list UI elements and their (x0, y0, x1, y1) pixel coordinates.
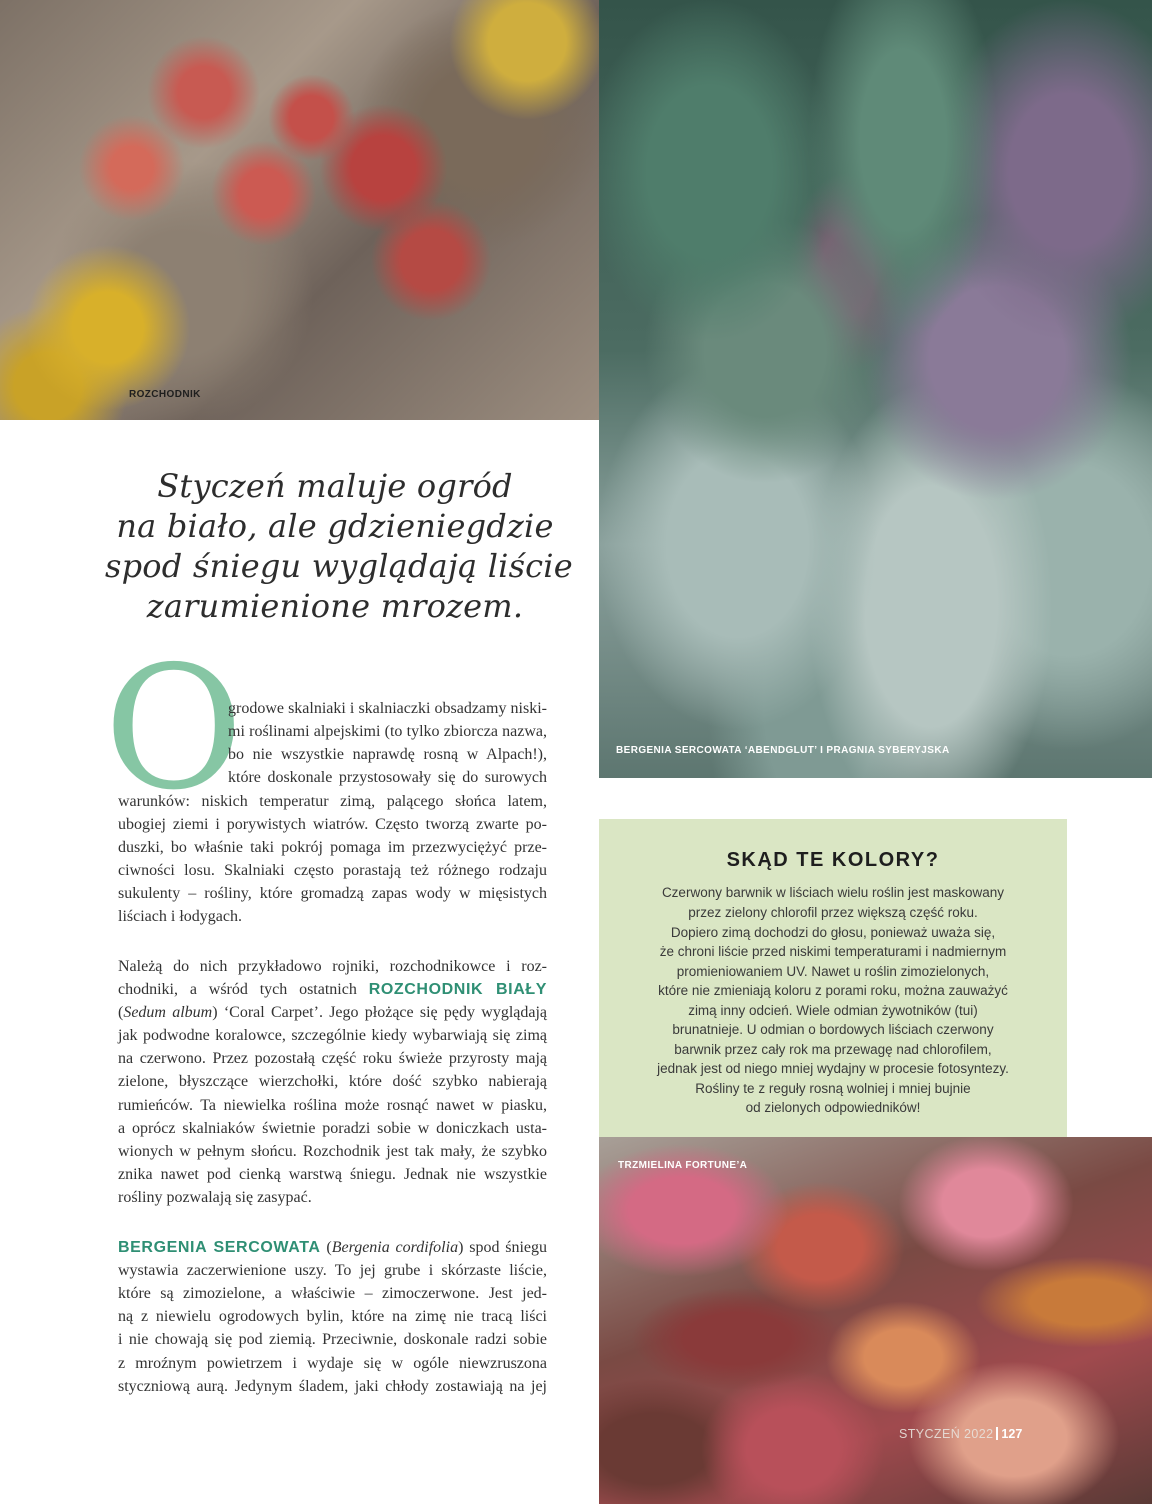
info-box-line: które nie zmieniają koloru z porami roku, można zauważyć (658, 983, 1008, 998)
folio-month: STYCZEŃ 2022 (899, 1427, 994, 1441)
info-box-line: brunatnieje. U odmian o bordowych liściach czerwony (672, 1022, 994, 1037)
body-line: wionych w pełnym słońcu. Rozchodnik jest tak mały, że szybko (118, 1143, 547, 1160)
body-line: Należą do nich przykładowo rojniki, rozchodnikowce i roz- (118, 958, 547, 975)
info-box-line: Rośliny te z reguły rosną wolniej i mniej bujnie (695, 1081, 971, 1096)
bergenia-photo (599, 0, 1152, 778)
body-line: bo nie wszystkie naprawdę rosną w Alpach!), (228, 746, 547, 763)
folio-separator (996, 1427, 998, 1440)
pull-quote-line: spod śniegu wyglądają liście (105, 547, 573, 585)
body-line: grodowe skalniaki i skalniaczki obsadzamy niski- (228, 700, 547, 717)
body-text: chodniki, a wśród tych ostatnich (118, 981, 357, 998)
body-line (118, 978, 547, 1002)
bergenia-photo-caption: BERGENIA SERCOWATA ‘ABENDGLUT’ I PRAGNIA SYBERYJSKA (616, 745, 950, 756)
drop-cap: O (104, 630, 244, 828)
info-box-line: przez zielony chlorofil przez większą część roku. (688, 905, 978, 920)
body-line: które doskonale przystosowały się do surowych (228, 769, 547, 786)
body-line: z mroźnym powietrzem i wydaje się w ogóle niewzruszona (118, 1355, 547, 1372)
body-line: jak podwodne koralowce, szczególnie kiedy wybarwiają się zimą (118, 1027, 547, 1044)
body-line: sukulenty – rośliny, które gromadzą zapas wody w mięsistych (118, 885, 547, 902)
info-box-line: barwnik przez cały rok ma przewagę nad chlorofilem, (674, 1042, 992, 1057)
folio (899, 1427, 1022, 1441)
plant-name-sedum-album: ROZCHODNIK BIAŁY (368, 981, 548, 998)
euonymus-photo (599, 1137, 1152, 1504)
page-number: 127 (1001, 1427, 1023, 1441)
sedum-photo-caption: ROZCHODNIK (129, 389, 201, 400)
info-box-line: promieniowaniem UV. Nawet u roślin zimozielonych, (676, 964, 990, 979)
body-text: ( (320, 1239, 332, 1256)
info-box-title: SKĄD TE KOLORY? (726, 849, 940, 871)
info-box-line: jednak jest od niego mniej wydajny w procesie fotosyntezy. (657, 1061, 1009, 1076)
info-box-line: Dopiero zimą dochodzi do głosu, ponieważ uważa się, (670, 925, 996, 940)
body-line: liściach i łodygach. (118, 908, 242, 925)
body-line: a oprócz skalniaków świetnie poradzi sobie w doniczkach usta- (118, 1120, 547, 1137)
body-line: ną z niewielu ogrodowych bylin, które na zimę nie tracą liści (118, 1308, 547, 1325)
body-text: ( (118, 1004, 124, 1021)
pull-quote (105, 466, 573, 626)
body-line: rośliny pozwalają się zasypać. (118, 1189, 312, 1206)
body-line: duszki, bo właśnie taki pokrój pomaga im przezwyciężyć prze- (118, 839, 547, 856)
body-line: rumieńców. Ta niewielka roślina może rosnąć nawet w piasku, (118, 1097, 547, 1114)
pull-quote-line: Styczeń maluje ogród (157, 467, 513, 505)
body-line: wystawia zaczerwienione uszy. To jej grube i skórzaste liście, (118, 1262, 547, 1279)
body-line: i nie chowają się pod ziemią. Przeciwnie, doskonale radzi sobie (118, 1331, 547, 1348)
info-box (599, 819, 1067, 1137)
info-box-line: od zielonych odpowiedników! (745, 1100, 921, 1115)
body-line: mi roślinami alpejskimi (to tylko zbiorcza nazwa, (228, 723, 547, 740)
body-line (118, 1236, 547, 1260)
euonymus-photo-caption: TRZMIELINA FORTUNE’A (618, 1160, 748, 1171)
pull-quote-line: na biało, ale gdzieniegdzie (116, 507, 554, 545)
body-line: które są zimozielone, a właściwie – zimoczerwone. Jest jed- (118, 1285, 547, 1302)
latin-name: Bergenia cordifolia (331, 1239, 459, 1256)
body-line: ubogiej ziemi i porywistych wiatrów. Często tworzą zwarte po- (118, 816, 547, 833)
plant-name-bergenia: BERGENIA SERCOWATA (118, 1239, 321, 1256)
body-line (118, 1001, 547, 1025)
body-line: na czerwono. Przez pozostałą część roku świeże przyrosty mają (118, 1050, 547, 1067)
info-box-line: zimą inny odcień. Wiele odmian żywotników (tui) (688, 1003, 978, 1018)
latin-name: Sedum album (123, 1004, 213, 1021)
body-line: znika nawet pod cienką warstwą śniegu. Jednak nie wszystkie (118, 1166, 547, 1183)
body-text: ) ‘Coral Carpet’. Jego płożące się pędy wyglądają (212, 1004, 548, 1021)
body-line: styczniową aurą. Jedynym śladem, jaki chłody zostawiają na jej (118, 1378, 547, 1395)
sedum-photo (0, 0, 599, 420)
body-line: ciwności losu. Skalniaki często porastają też różnego rodzaju (118, 862, 547, 879)
body-line: warunków: niskich temperatur zimą, palącego słońca latem, (118, 793, 547, 810)
info-box-line: Czerwony barwnik w liściach wielu roślin jest maskowany (661, 885, 1005, 900)
pull-quote-line: zarumienione mrozem. (146, 587, 524, 625)
info-box-line: że chroni liście przed niskimi temperaturami i nadmiernym (659, 944, 1007, 959)
body-text: ) spod śniegu (458, 1239, 548, 1256)
body-line: zielone, błyszczące wierzchołki, które dość szybko nabierają (118, 1073, 547, 1090)
